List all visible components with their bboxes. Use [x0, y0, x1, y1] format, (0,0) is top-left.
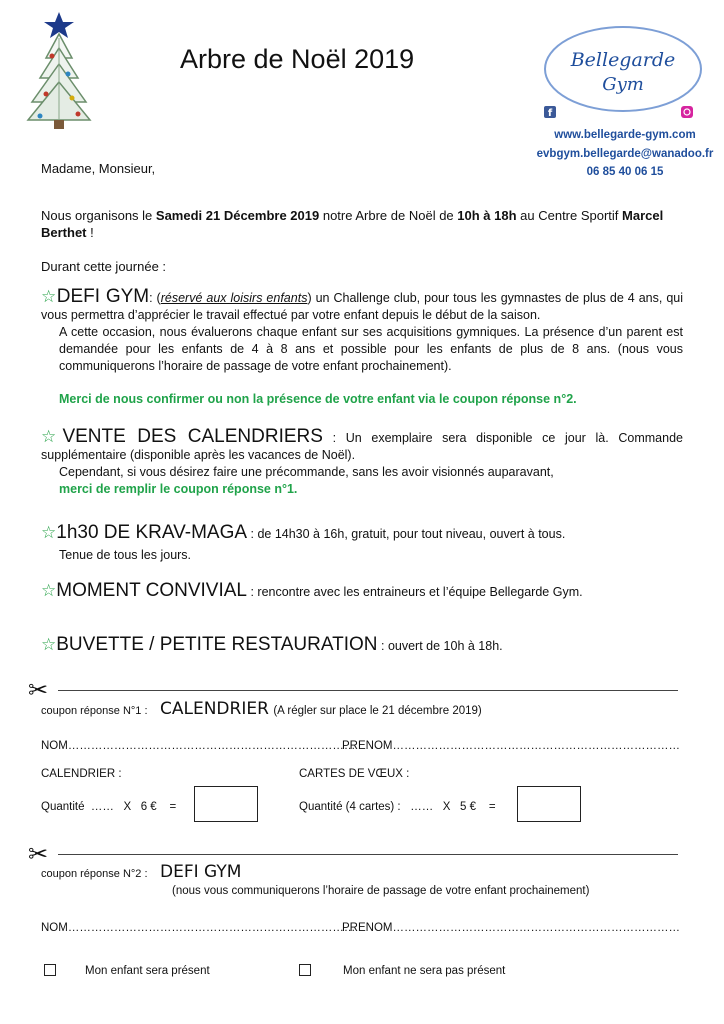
star-bullet-icon: ☆	[41, 635, 57, 654]
coupon2-prenom-field[interactable]: PRENOM…………………………………………………………………	[342, 922, 680, 934]
coupon1-prenom-field[interactable]: PRENOM…………………………………………………………………	[342, 740, 680, 752]
checkbox-present[interactable]	[44, 964, 56, 976]
present-label: Mon enfant sera présent	[85, 965, 210, 977]
checkbox-absent[interactable]	[299, 964, 311, 976]
scissors-icon: ✂	[28, 677, 49, 704]
christmas-tree-icon	[22, 8, 96, 132]
coupon1-qty-calendrier: Quantité …… X 6 € =	[41, 801, 177, 813]
section-defi-gym: ☆DEFI GYM: (réservé aux loisirs enfants) un Challenge club, pour tous les gymnastes de plus de 4 ans, qui vous permettra d’apprécier le travail effectué par votre enfant depuis le début de la saison. A cette occasion, nous évaluerons chaque enfant sur ses acquisitions gymniques. La présence d’un parent est demandée pour les enfants de 4 à 8 ans et possible pour les enfants de plus de 8 ans. (nous vous communiquerons l’horaire de passage de votre enfant prochainement).	[41, 286, 684, 373]
coupon1-calendrier-label: CALENDRIER :	[41, 768, 122, 780]
coupon1-header: coupon réponse N°1 : CALENDRIER (A régler sur place le 21 décembre 2019)	[41, 699, 482, 719]
coupon1-total-cartes-box[interactable]	[517, 786, 581, 822]
coupon1-nom-field[interactable]: NOM…………………………………………………………………	[41, 740, 356, 752]
website-link[interactable]: www.bellegarde-gym.com	[554, 129, 696, 141]
coupon2-note: (nous vous communiquerons l’horaire de passage de votre enfant prochainement)	[172, 885, 590, 897]
coupon2-nom-field[interactable]: NOM…………………………………………………………………	[41, 922, 356, 934]
scissors-icon: ✂	[28, 841, 49, 868]
defi-confirm-note: Merci de nous confirmer ou non la présence de votre enfant via le coupon réponse n°2.	[59, 392, 577, 406]
svg-text:f: f	[547, 108, 553, 119]
page-title: Arbre de Noël 2019	[180, 44, 415, 74]
coupon1-cartes-label: CARTES DE VŒUX :	[299, 768, 410, 780]
section-calendriers: ☆VENTE DES CALENDRIERS : Un exemplaire sera disponible ce jour là. Commande supplémentaire (disponible après les vacances de Noël). Cependant, si vous désirez faire une précommande, sans les avoir visionnés auparavant, merci de remplir le coupon réponse n°1.	[41, 426, 683, 496]
bellegarde-gym-logo	[541, 24, 705, 122]
greeting: Madame, Monsieur,	[41, 161, 156, 176]
cut-line	[58, 854, 678, 855]
star-bullet-icon: ☆	[41, 581, 57, 600]
email-link[interactable]: evbgym.bellegarde@wanadoo.fr	[536, 148, 714, 160]
logo-line1: Bellegarde	[570, 49, 676, 71]
coupon1-total-calendrier-box[interactable]	[194, 786, 258, 822]
coupon1-qty-cartes: Quantité (4 cartes) : …… X 5 € =	[299, 801, 496, 813]
instagram-icon	[681, 106, 693, 118]
logo-line2: Gym	[602, 74, 644, 95]
intro-day: Durant cette journée :	[41, 259, 167, 274]
cut-line	[58, 690, 678, 691]
coupon2-header: coupon réponse N°2 : DEFI GYM	[41, 862, 242, 882]
phone-number: 06 85 40 06 15	[586, 166, 664, 178]
intro-paragraph: Nous organisons le Samedi 21 Décembre 2019 notre Arbre de Noël de 10h à 18h au Centre Sportif Marcel Berthet !	[41, 208, 664, 240]
section-krav-maga: ☆1h30 DE KRAV-MAGA : de 14h30 à 16h, gratuit, pour tout niveau, ouvert à tous. Tenue de tous les jours.	[41, 522, 566, 562]
section-buvette: ☆BUVETTE / PETITE RESTAURATION : ouvert de 10h à 18h.	[41, 634, 503, 655]
star-bullet-icon: ☆	[41, 427, 63, 446]
absent-label: Mon enfant ne sera pas présent	[343, 965, 506, 977]
star-bullet-icon: ☆	[41, 287, 57, 306]
star-bullet-icon: ☆	[41, 523, 57, 542]
section-convivial: ☆MOMENT CONVIVIAL : rencontre avec les entraineurs et l’équipe Bellegarde Gym.	[41, 580, 583, 601]
